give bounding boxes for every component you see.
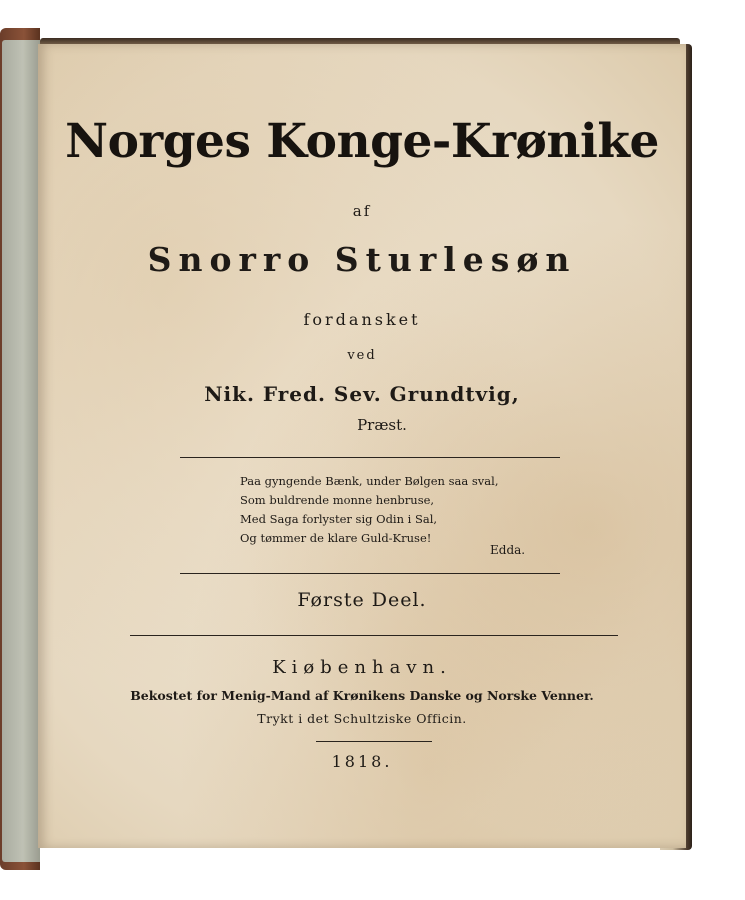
translated-word: fordansket: [303, 310, 421, 329]
translator-title: Præst.: [357, 416, 407, 434]
epigraph-line: Og tømmer de klare Guld-Kruse!: [240, 531, 432, 545]
epigraph-source: Edda.: [490, 543, 526, 557]
imprint-publisher: Bekostet for Menig-Mand af Krønikens Danske og Norske Venner.: [130, 688, 594, 703]
author-name: Snorro Sturlesøn: [147, 240, 577, 279]
ved-word: ved: [347, 348, 377, 363]
flyleaf: [2, 40, 40, 862]
divider-year: [316, 741, 432, 742]
epigraph-line: Med Saga forlyster sig Odin i Sal,: [240, 512, 438, 526]
volume-label: Første Deel.: [297, 589, 427, 611]
epigraph-line: Som buldrende monne henbruse,: [240, 493, 435, 507]
divider-top: [180, 457, 560, 458]
translator-name: Nik. Fred. Sev. Grundtvig,: [204, 382, 520, 406]
epigraph-line: Paa gyngende Bænk, under Bølgen saa sval,: [240, 474, 499, 488]
imprint-year: 1818.: [331, 752, 393, 771]
title-page: [38, 44, 686, 848]
imprint-city: Kiøbenhavn.: [272, 657, 452, 678]
epigraph: [240, 472, 498, 548]
imprint-printer: Trykt i det Schultziske Officin.: [257, 711, 467, 726]
divider-middle: [180, 573, 560, 574]
divider-imprint: [130, 635, 618, 636]
by-word: af: [352, 202, 372, 220]
book-title: Norges Konge-Krønike: [65, 114, 659, 169]
